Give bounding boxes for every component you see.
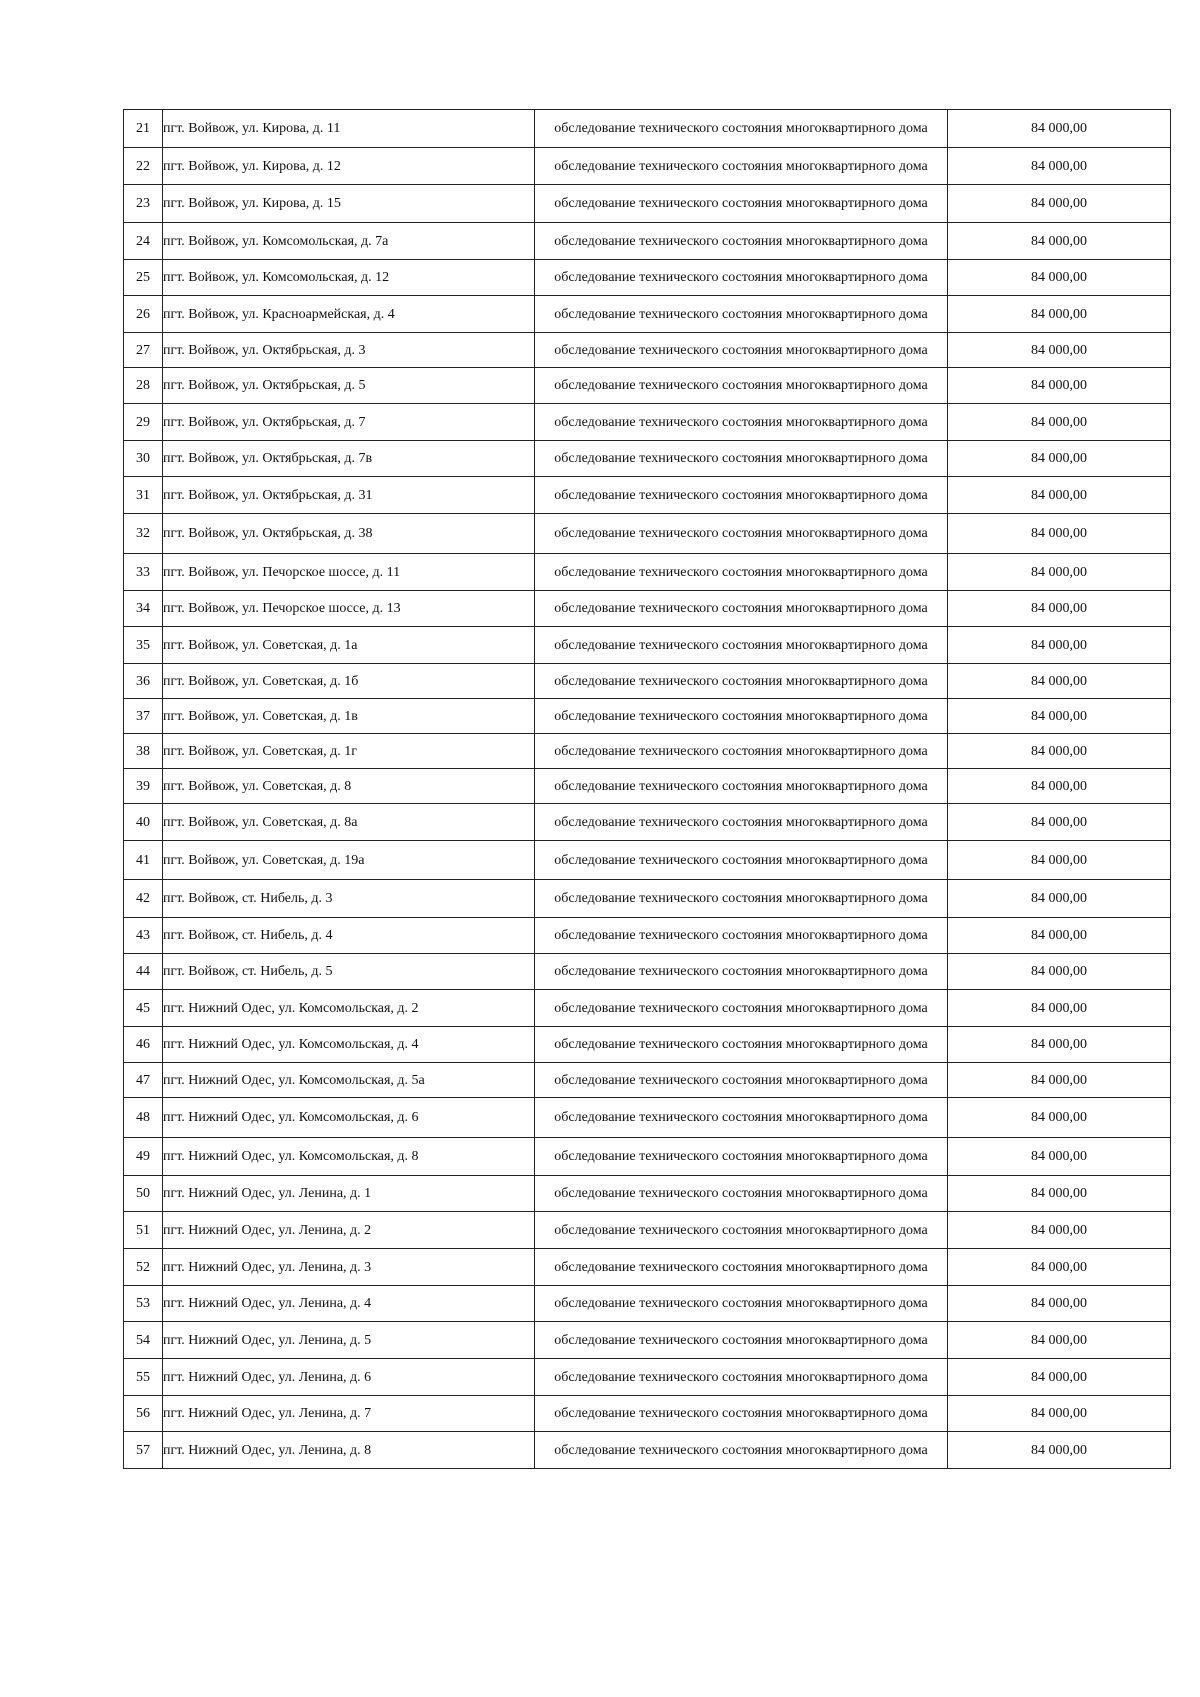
row-address: пгт. Нижний Одес, ул. Ленина, д. 5 bbox=[163, 1322, 535, 1359]
row-number: 24 bbox=[124, 223, 163, 260]
table-row bbox=[124, 954, 1171, 990]
row-work-description: обследование технического состояния многоквартирного дома bbox=[535, 333, 948, 368]
row-number: 48 bbox=[124, 1098, 163, 1138]
row-amount: 84 000,00 bbox=[948, 1396, 1171, 1432]
row-work-description: обследование технического состояния многоквартирного дома bbox=[535, 441, 948, 477]
row-number: 36 bbox=[124, 664, 163, 699]
row-amount: 84 000,00 bbox=[948, 1322, 1171, 1359]
row-work-description: обследование технического состояния многоквартирного дома bbox=[535, 185, 948, 223]
row-amount: 84 000,00 bbox=[948, 1286, 1171, 1322]
row-number: 35 bbox=[124, 627, 163, 664]
row-amount: 84 000,00 bbox=[948, 1176, 1171, 1212]
row-address: пгт. Нижний Одес, ул. Комсомольская, д. 6 bbox=[163, 1098, 535, 1138]
table-row bbox=[124, 918, 1171, 954]
table-row bbox=[124, 1212, 1171, 1249]
row-number: 29 bbox=[124, 404, 163, 441]
row-number: 31 bbox=[124, 477, 163, 514]
row-number: 55 bbox=[124, 1359, 163, 1396]
row-work-description: обследование технического состояния многоквартирного дома bbox=[535, 110, 948, 148]
table-row bbox=[124, 1027, 1171, 1063]
row-address: пгт. Нижний Одес, ул. Ленина, д. 6 bbox=[163, 1359, 535, 1396]
row-work-description: обследование технического состояния многоквартирного дома bbox=[535, 804, 948, 841]
row-amount: 84 000,00 bbox=[948, 223, 1171, 260]
table-row bbox=[124, 333, 1171, 368]
table-row bbox=[124, 260, 1171, 296]
table-row bbox=[124, 441, 1171, 477]
row-work-description: обследование технического состояния многоквартирного дома bbox=[535, 477, 948, 514]
row-amount: 84 000,00 bbox=[948, 880, 1171, 918]
row-address: пгт. Войвож, ул. Советская, д. 19а bbox=[163, 841, 535, 880]
row-amount: 84 000,00 bbox=[948, 1063, 1171, 1098]
row-amount: 84 000,00 bbox=[948, 734, 1171, 769]
row-work-description: обследование технического состояния многоквартирного дома bbox=[535, 368, 948, 404]
row-number: 22 bbox=[124, 148, 163, 185]
row-number: 25 bbox=[124, 260, 163, 296]
work-table bbox=[123, 109, 1171, 1469]
row-address: пгт. Нижний Одес, ул. Ленина, д. 7 bbox=[163, 1396, 535, 1432]
row-amount: 84 000,00 bbox=[948, 514, 1171, 554]
row-address: пгт. Войвож, ул. Октябрьская, д. 3 bbox=[163, 333, 535, 368]
row-number: 44 bbox=[124, 954, 163, 990]
row-number: 38 bbox=[124, 734, 163, 769]
row-address: пгт. Войвож, ст. Нибель, д. 4 bbox=[163, 918, 535, 954]
row-amount: 84 000,00 bbox=[948, 664, 1171, 699]
table-row bbox=[124, 477, 1171, 514]
row-work-description: обследование технического состояния многоквартирного дома bbox=[535, 260, 948, 296]
row-number: 47 bbox=[124, 1063, 163, 1098]
row-number: 30 bbox=[124, 441, 163, 477]
row-address: пгт. Войвож, ул. Печорское шоссе, д. 11 bbox=[163, 554, 535, 591]
table-row bbox=[124, 110, 1171, 148]
row-amount: 84 000,00 bbox=[948, 260, 1171, 296]
table-row bbox=[124, 1359, 1171, 1396]
table-row bbox=[124, 185, 1171, 223]
row-amount: 84 000,00 bbox=[948, 841, 1171, 880]
row-address: пгт. Нижний Одес, ул. Комсомольская, д. 8 bbox=[163, 1138, 535, 1176]
row-address: пгт. Войвож, ул. Комсомольская, д. 7а bbox=[163, 223, 535, 260]
row-number: 52 bbox=[124, 1249, 163, 1286]
row-number: 41 bbox=[124, 841, 163, 880]
row-address: пгт. Войвож, ул. Кирова, д. 12 bbox=[163, 148, 535, 185]
table-row bbox=[124, 734, 1171, 769]
row-address: пгт. Войвож, ст. Нибель, д. 3 bbox=[163, 880, 535, 918]
row-work-description: обследование технического состояния многоквартирного дома bbox=[535, 1249, 948, 1286]
row-amount: 84 000,00 bbox=[948, 1098, 1171, 1138]
row-amount: 84 000,00 bbox=[948, 804, 1171, 841]
table-row bbox=[124, 1286, 1171, 1322]
row-address: пгт. Войвож, ул. Советская, д. 1а bbox=[163, 627, 535, 664]
row-amount: 84 000,00 bbox=[948, 296, 1171, 333]
row-amount: 84 000,00 bbox=[948, 185, 1171, 223]
table-row bbox=[124, 223, 1171, 260]
row-amount: 84 000,00 bbox=[948, 1138, 1171, 1176]
table-row bbox=[124, 699, 1171, 734]
row-number: 54 bbox=[124, 1322, 163, 1359]
row-address: пгт. Нижний Одес, ул. Ленина, д. 2 bbox=[163, 1212, 535, 1249]
row-address: пгт. Нижний Одес, ул. Ленина, д. 3 bbox=[163, 1249, 535, 1286]
row-address: пгт. Нижний Одес, ул. Ленина, д. 8 bbox=[163, 1432, 535, 1469]
row-address: пгт. Войвож, ул. Советская, д. 8а bbox=[163, 804, 535, 841]
row-number: 33 bbox=[124, 554, 163, 591]
row-work-description: обследование технического состояния многоквартирного дома bbox=[535, 223, 948, 260]
row-amount: 84 000,00 bbox=[948, 1212, 1171, 1249]
row-amount: 84 000,00 bbox=[948, 554, 1171, 591]
table-row bbox=[124, 664, 1171, 699]
row-number: 42 bbox=[124, 880, 163, 918]
row-work-description: обследование технического состояния многоквартирного дома bbox=[535, 954, 948, 990]
row-number: 28 bbox=[124, 368, 163, 404]
row-address: пгт. Войвож, ул. Октябрьская, д. 31 bbox=[163, 477, 535, 514]
table-row bbox=[124, 1396, 1171, 1432]
row-number: 43 bbox=[124, 918, 163, 954]
row-address: пгт. Войвож, ул. Комсомольская, д. 12 bbox=[163, 260, 535, 296]
row-number: 49 bbox=[124, 1138, 163, 1176]
row-address: пгт. Нижний Одес, ул. Комсомольская, д. 4 bbox=[163, 1027, 535, 1063]
row-work-description: обследование технического состояния многоквартирного дома bbox=[535, 514, 948, 554]
row-amount: 84 000,00 bbox=[948, 918, 1171, 954]
row-amount: 84 000,00 bbox=[948, 954, 1171, 990]
row-number: 23 bbox=[124, 185, 163, 223]
row-work-description: обследование технического состояния многоквартирного дома bbox=[535, 296, 948, 333]
row-number: 51 bbox=[124, 1212, 163, 1249]
table-row bbox=[124, 368, 1171, 404]
row-number: 56 bbox=[124, 1396, 163, 1432]
row-amount: 84 000,00 bbox=[948, 368, 1171, 404]
table-row bbox=[124, 554, 1171, 591]
row-address: пгт. Войвож, ул. Октябрьская, д. 7 bbox=[163, 404, 535, 441]
table-row bbox=[124, 1322, 1171, 1359]
table-row bbox=[124, 1063, 1171, 1098]
table-row bbox=[124, 990, 1171, 1027]
row-work-description: обследование технического состояния многоквартирного дома bbox=[535, 769, 948, 804]
row-address: пгт. Войвож, ул. Октябрьская, д. 5 bbox=[163, 368, 535, 404]
row-work-description: обследование технического состояния многоквартирного дома bbox=[535, 880, 948, 918]
row-number: 27 bbox=[124, 333, 163, 368]
row-address: пгт. Войвож, ул. Советская, д. 1в bbox=[163, 699, 535, 734]
row-work-description: обследование технического состояния многоквартирного дома bbox=[535, 404, 948, 441]
table-row bbox=[124, 296, 1171, 333]
row-number: 34 bbox=[124, 591, 163, 627]
row-address: пгт. Войвож, ул. Октябрьская, д. 38 bbox=[163, 514, 535, 554]
row-address: пгт. Войвож, ул. Октябрьская, д. 7в bbox=[163, 441, 535, 477]
row-amount: 84 000,00 bbox=[948, 404, 1171, 441]
row-address: пгт. Войвож, ул. Печорское шоссе, д. 13 bbox=[163, 591, 535, 627]
row-amount: 84 000,00 bbox=[948, 627, 1171, 664]
table-row bbox=[124, 514, 1171, 554]
table-row bbox=[124, 804, 1171, 841]
row-work-description: обследование технического состояния многоквартирного дома bbox=[535, 1396, 948, 1432]
row-work-description: обследование технического состояния многоквартирного дома bbox=[535, 1359, 948, 1396]
row-work-description: обследование технического состояния многоквартирного дома bbox=[535, 990, 948, 1027]
row-number: 57 bbox=[124, 1432, 163, 1469]
row-work-description: обследование технического состояния многоквартирного дома bbox=[535, 699, 948, 734]
table-body bbox=[124, 110, 1171, 1469]
row-amount: 84 000,00 bbox=[948, 148, 1171, 185]
row-amount: 84 000,00 bbox=[948, 1027, 1171, 1063]
table-row bbox=[124, 404, 1171, 441]
row-number: 46 bbox=[124, 1027, 163, 1063]
row-amount: 84 000,00 bbox=[948, 591, 1171, 627]
table-row bbox=[124, 769, 1171, 804]
row-work-description: обследование технического состояния многоквартирного дома bbox=[535, 1138, 948, 1176]
table-row bbox=[124, 627, 1171, 664]
row-number: 50 bbox=[124, 1176, 163, 1212]
row-amount: 84 000,00 bbox=[948, 333, 1171, 368]
row-address: пгт. Нижний Одес, ул. Ленина, д. 4 bbox=[163, 1286, 535, 1322]
row-work-description: обследование технического состояния многоквартирного дома bbox=[535, 1176, 948, 1212]
row-amount: 84 000,00 bbox=[948, 990, 1171, 1027]
row-number: 39 bbox=[124, 769, 163, 804]
row-address: пгт. Нижний Одес, ул. Комсомольская, д. 5а bbox=[163, 1063, 535, 1098]
row-number: 21 bbox=[124, 110, 163, 148]
table-row bbox=[124, 1249, 1171, 1286]
table-row bbox=[124, 1098, 1171, 1138]
row-work-description: обследование технического состояния многоквартирного дома bbox=[535, 1212, 948, 1249]
row-address: пгт. Войвож, ул. Советская, д. 1б bbox=[163, 664, 535, 699]
row-address: пгт. Войвож, ул. Красноармейская, д. 4 bbox=[163, 296, 535, 333]
row-amount: 84 000,00 bbox=[948, 769, 1171, 804]
row-work-description: обследование технического состояния многоквартирного дома bbox=[535, 918, 948, 954]
row-amount: 84 000,00 bbox=[948, 1359, 1171, 1396]
row-address: пгт. Войвож, ул. Советская, д. 1г bbox=[163, 734, 535, 769]
row-work-description: обследование технического состояния многоквартирного дома bbox=[535, 1432, 948, 1469]
row-number: 37 bbox=[124, 699, 163, 734]
row-work-description: обследование технического состояния многоквартирного дома bbox=[535, 1098, 948, 1138]
row-number: 26 bbox=[124, 296, 163, 333]
row-work-description: обследование технического состояния многоквартирного дома bbox=[535, 591, 948, 627]
table-row bbox=[124, 1176, 1171, 1212]
table-row bbox=[124, 591, 1171, 627]
row-address: пгт. Войвож, ул. Кирова, д. 15 bbox=[163, 185, 535, 223]
row-work-description: обследование технического состояния многоквартирного дома bbox=[535, 664, 948, 699]
row-number: 53 bbox=[124, 1286, 163, 1322]
row-amount: 84 000,00 bbox=[948, 699, 1171, 734]
row-number: 45 bbox=[124, 990, 163, 1027]
row-work-description: обследование технического состояния многоквартирного дома bbox=[535, 148, 948, 185]
table-row bbox=[124, 1432, 1171, 1469]
row-amount: 84 000,00 bbox=[948, 1249, 1171, 1286]
row-address: пгт. Войвож, ул. Советская, д. 8 bbox=[163, 769, 535, 804]
row-work-description: обследование технического состояния многоквартирного дома bbox=[535, 1322, 948, 1359]
table-row bbox=[124, 880, 1171, 918]
row-address: пгт. Нижний Одес, ул. Ленина, д. 1 bbox=[163, 1176, 535, 1212]
row-amount: 84 000,00 bbox=[948, 441, 1171, 477]
row-amount: 84 000,00 bbox=[948, 110, 1171, 148]
row-work-description: обследование технического состояния многоквартирного дома bbox=[535, 554, 948, 591]
table-row bbox=[124, 148, 1171, 185]
row-work-description: обследование технического состояния многоквартирного дома bbox=[535, 734, 948, 769]
table-row bbox=[124, 841, 1171, 880]
row-work-description: обследование технического состояния многоквартирного дома bbox=[535, 1027, 948, 1063]
row-work-description: обследование технического состояния многоквартирного дома bbox=[535, 627, 948, 664]
row-address: пгт. Войвож, ст. Нибель, д. 5 bbox=[163, 954, 535, 990]
row-number: 40 bbox=[124, 804, 163, 841]
row-work-description: обследование технического состояния многоквартирного дома bbox=[535, 1286, 948, 1322]
row-amount: 84 000,00 bbox=[948, 1432, 1171, 1469]
row-work-description: обследование технического состояния многоквартирного дома bbox=[535, 841, 948, 880]
row-address: пгт. Войвож, ул. Кирова, д. 11 bbox=[163, 110, 535, 148]
row-address: пгт. Нижний Одес, ул. Комсомольская, д. 2 bbox=[163, 990, 535, 1027]
row-number: 32 bbox=[124, 514, 163, 554]
table-row bbox=[124, 1138, 1171, 1176]
row-amount: 84 000,00 bbox=[948, 477, 1171, 514]
row-work-description: обследование технического состояния многоквартирного дома bbox=[535, 1063, 948, 1098]
